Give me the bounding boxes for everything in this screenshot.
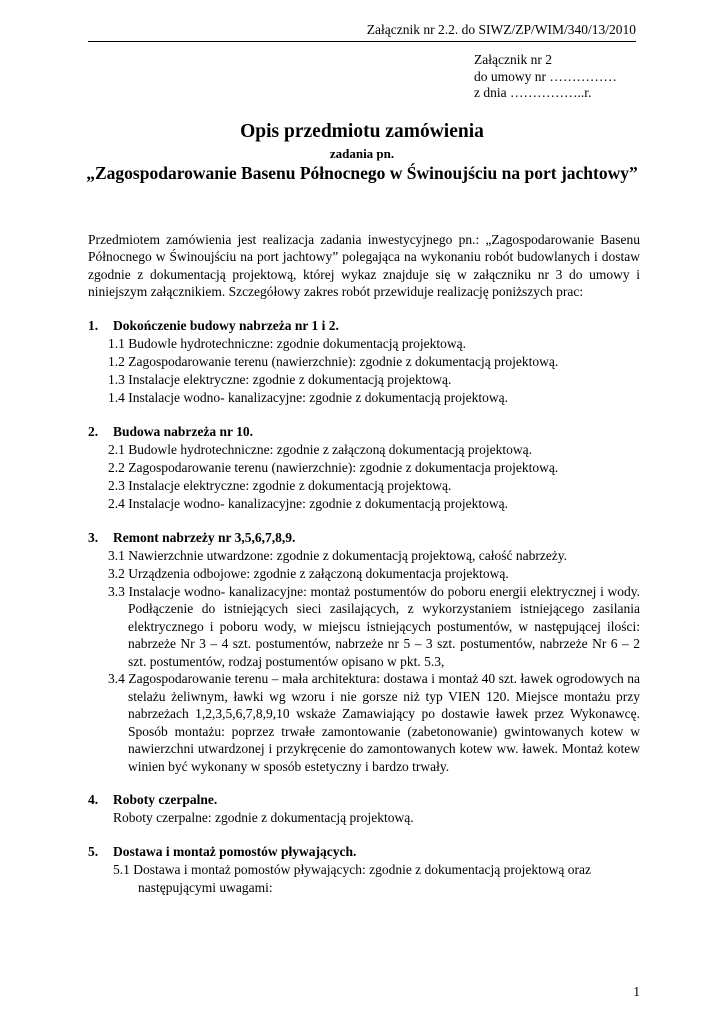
list-item: 3.1 Nawierzchnie utwardzone: zgodnie z dokumentacją projektową, całość nabrzeży. — [108, 547, 568, 563]
list-item: 3.4 Zagospodarowanie terenu – mała architektura: dostawa i montaż 40 szt. ławek ogrodowych na stelażu żeliwnym, ławki wg wzoru i nie gorsze niż typ VIEN 120. Miejsce montażu przy nabrzeżach 1,2,3,5,6,7,8,9,10 wskaże Zamawiający po dostawie ławek przez Wykonawcę. Sposób montażu: poprzez trwałe zamontowanie (zabetonowanie) gwintowanych kotew w nawierzchni utwardzonej i przykręcenie do zamontowanych kotew ww. ławek. Montaż kotew winien być wykonany w sposób estetyczny i bardzo trwały. — [108, 671, 640, 774]
section-heading — [88, 529, 640, 547]
section-number: 5. — [88, 844, 99, 860]
section-title: Remont nabrzeży nr 3,5,6,7,8,9. — [113, 529, 296, 545]
list-item: 2.3 Instalacje elektryczne: zgodnie z dokumentacją projektową. — [108, 477, 452, 493]
section-title: Dokończenie budowy nabrzeża nr 1 i 2. — [113, 317, 339, 333]
section-3 — [88, 529, 640, 776]
task-name: „Zagospodarowanie Basenu Północnego w Świnoujściu na port jachtowy” — [86, 163, 638, 183]
list-item: Roboty czerpalne: zgodnie z dokumentacją projektową. — [113, 810, 414, 826]
annex-number: Załącznik nr 2 — [474, 52, 552, 67]
list-item: 5.1 Dostawa i montaż pomostów pływających: zgodnie z dokumentacją projektową oraz następującymi uwagami: — [113, 862, 591, 895]
section-2 — [88, 423, 640, 513]
section-heading — [88, 423, 640, 441]
list-item: 2.1 Budowle hydrotechniczne: zgodnie z załączoną dokumentacją projektową. — [108, 441, 532, 457]
annex-note — [474, 52, 617, 102]
list-item: 1.4 Instalacje wodno- kanalizacyjne: zgodnie z dokumentacją projektową. — [108, 389, 508, 405]
section-4 — [88, 791, 640, 827]
page-title: Opis przedmiotu zamówienia — [240, 121, 484, 142]
page-subtitle: zadania pn. — [329, 146, 395, 161]
section-heading — [88, 843, 640, 861]
intro-paragraph: Przedmiotem zamówienia jest realizacja zadania inwestycyjnego pn.: „Zagospodarowanie Basenu Północnego w Świnoujściu na port jachtowy” polegająca na wykonaniu robót budowlanych i dostaw zgodnie z dokumentacją projektową, której wykaz znajduje się w załączniku nr 3 do umowy i niniejszym załącznikiem. Szczegółowy zakres robót przewiduje realizację poniższych prac: — [88, 232, 640, 300]
section-1 — [88, 317, 640, 407]
list-item: 1.1 Budowle hydrotechniczne: zgodnie dokumentacją projektową. — [108, 335, 467, 351]
list-item: 1.3 Instalacje elektryczne: zgodnie z dokumentacją projektową. — [108, 371, 452, 387]
section-5 — [88, 843, 640, 896]
list-item: 2.4 Instalacje wodno- kanalizacyjne: zgodnie z dokumentacją projektową. — [108, 495, 508, 511]
section-title: Roboty czerpalne. — [113, 792, 218, 808]
section-number: 3. — [88, 529, 99, 545]
section-number: 4. — [88, 792, 99, 808]
list-item: 2.2 Zagospodarowanie terenu (nawierzchnie): zgodnie z dokumentacja projektową. — [108, 459, 559, 475]
page-number: 1 — [633, 984, 640, 999]
annex-contract-number: do umowy nr …………… — [474, 68, 617, 84]
section-heading — [88, 317, 640, 335]
list-item: 3.2 Urządzenia odbojowe: zgodnie z załączoną dokumentacja projektową. — [108, 565, 509, 581]
section-title: Dostawa i montaż pomostów pływających. — [113, 844, 357, 860]
document-body — [88, 231, 640, 896]
section-number: 2. — [88, 423, 99, 439]
section-title: Budowa nabrzeża nr 10. — [113, 423, 254, 439]
annex-date: z dnia ……………..r. — [474, 85, 592, 100]
document-reference-header: Załącznik nr 2.2. do SIWZ/ZP/WIM/340/13/2010 — [88, 22, 636, 42]
section-heading — [88, 791, 640, 809]
list-item: 1.2 Zagospodarowanie terenu (nawierzchnie): zgodnie z dokumentacją projektową. — [108, 353, 559, 369]
section-number: 1. — [88, 317, 99, 333]
list-item: 3.3 Instalacje wodno- kanalizacyjne: montaż postumentów do poboru energii elektrycznej i wody. Podłączenie do istniejących sieci zasilających, z wykorzystaniem istniejącego zasilania elektrycznego i poboru wody, w miejscu istniejących postumentów, w następującej ilości: nabrzeże Nr 3 – 4 szt. postumentów, nabrzeże nr 5 – 3 szt. postumentów, nabrzeże Nr 6 – 2 szt. postumentów, rodzaj postumentów opisano w pkt. 5.3, — [108, 583, 640, 669]
